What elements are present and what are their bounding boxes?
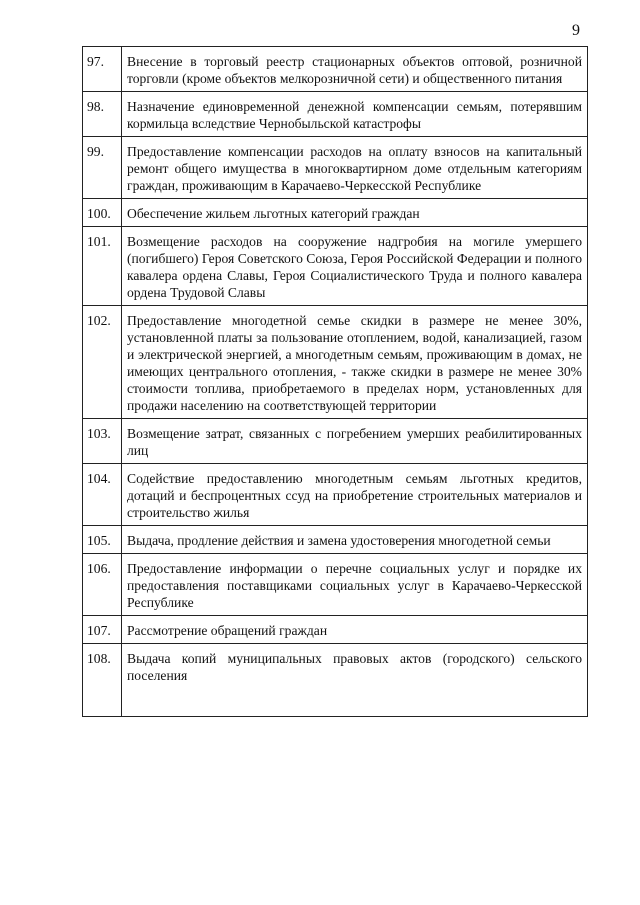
table-row [83,526,588,554]
table-row [83,306,588,419]
service-name: Содействие предоставлению многодетным семьям льготных кредитов, дотаций и беспроцентных ссуд на приобретение строительных материалов и строительство жилья [122,464,588,526]
table-row [83,92,588,137]
service-name: Возмещение расходов на сооружение надгробия на могиле умершего (погибшего) Героя Советского Союза, Героя Российской Федерации и полного кавалера ордена Славы, Героя Социалистического Труда и полного кавалера ордена Трудовой Славы [122,227,588,306]
row-number: 100. [83,199,122,227]
table-row [83,199,588,227]
service-name: Возмещение затрат, связанных с погребением умерших реабилитированных лиц [122,419,588,464]
service-name: Предоставление многодетной семье скидки в размере не менее 30%, установленной платы за пользование отоплением, водой, канализацией, газом и электрической энергией, а многодетным семьям, проживающим в домах, не имеющих центрального отопления, - также скидки в размере не менее 30% стоимости топлива, приобретаемого в пределах норм, установленных для продажи населению на соответствующей территории [122,306,588,419]
service-name: Выдача, продление действия и замена удостоверения многодетной семьи [122,526,588,554]
row-number: 99. [83,137,122,199]
table-row [83,464,588,526]
row-number: 107. [83,616,122,644]
row-number: 97. [83,47,122,92]
service-name: Обеспечение жильем льготных категорий граждан [122,199,588,227]
page-number: 9 [572,22,580,39]
row-number: 108. [83,644,122,717]
table-row [83,47,588,92]
row-number: 98. [83,92,122,137]
service-name: Предоставление компенсации расходов на оплату взносов на капитальный ремонт общего имущества в многоквартирном доме отдельным категориям граждан, проживающим в Карачаево-Черкесской Республике [122,137,588,199]
table-row [83,554,588,616]
service-name: Рассмотрение обращений граждан [122,616,588,644]
row-number: 104. [83,464,122,526]
table-row [83,616,588,644]
row-number: 106. [83,554,122,616]
table-row [83,137,588,199]
services-table [82,46,588,717]
row-number: 101. [83,227,122,306]
table-row [83,227,588,306]
service-name: Выдача копий муниципальных правовых актов (городского) сельского поселения [122,644,588,717]
table-row [83,419,588,464]
table-row [83,644,588,717]
service-name: Предоставление информации о перечне социальных услуг и порядке их предоставления поставщиками социальных услуг в Карачаево-Черкесской Республике [122,554,588,616]
service-name: Назначение единовременной денежной компенсации семьям, потерявшим кормильца вследствие Чернобыльской катастрофы [122,92,588,137]
row-number: 105. [83,526,122,554]
service-name: Внесение в торговый реестр стационарных объектов оптовой, розничной торговли (кроме объектов мелкорозничной сети) и общественного питания [122,47,588,92]
row-number: 103. [83,419,122,464]
row-number: 102. [83,306,122,419]
